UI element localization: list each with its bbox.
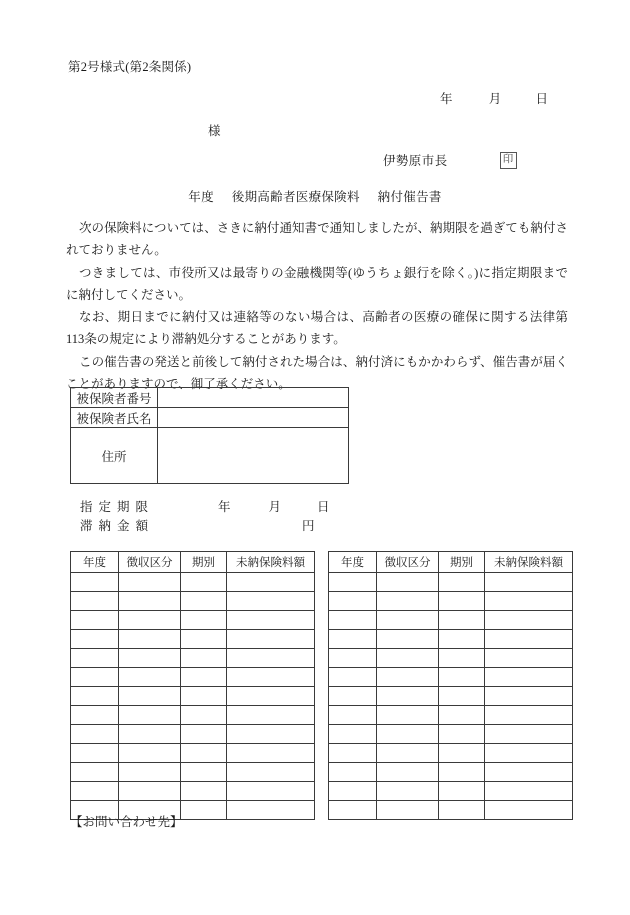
issuer-block: [383, 151, 517, 169]
table-row: [329, 725, 573, 744]
form-code: 第2号様式(第2条関係): [68, 60, 192, 74]
table-row: [71, 428, 349, 484]
issue-date-line: [440, 89, 548, 107]
cell-unpaid-amount[interactable]: [485, 725, 573, 744]
cell-fiscal-year[interactable]: [71, 687, 119, 706]
cell-unpaid-amount[interactable]: [227, 744, 315, 763]
cell-unpaid-amount[interactable]: [485, 573, 573, 592]
cell-installment[interactable]: [181, 763, 227, 782]
cell-collection-category[interactable]: [377, 725, 439, 744]
header-fiscal-year: 年度: [71, 552, 119, 573]
arrears-amount-label: 滞納金額: [80, 519, 155, 534]
table-row: [71, 611, 315, 630]
cell-installment[interactable]: [181, 630, 227, 649]
table-row: [329, 592, 573, 611]
cell-collection-category[interactable]: [119, 649, 181, 668]
cell-installment[interactable]: [439, 592, 485, 611]
header-unpaid-amount: 未納保険料額: [485, 552, 573, 573]
table-row: [71, 687, 315, 706]
cell-installment[interactable]: [181, 744, 227, 763]
cell-collection-category[interactable]: [377, 744, 439, 763]
deadline-amount-block: [80, 498, 330, 537]
cell-unpaid-amount[interactable]: [227, 573, 315, 592]
cell-installment[interactable]: [439, 611, 485, 630]
cell-fiscal-year[interactable]: [71, 630, 119, 649]
title-fiscal-year: 年度: [188, 190, 214, 204]
cell-collection-category[interactable]: [377, 763, 439, 782]
cell-fiscal-year[interactable]: [329, 763, 377, 782]
cell-unpaid-amount[interactable]: [227, 687, 315, 706]
header-unpaid-amount: 未納保険料額: [227, 552, 315, 573]
cell-collection-category[interactable]: [119, 668, 181, 687]
cell-unpaid-amount[interactable]: [227, 725, 315, 744]
cell-collection-category[interactable]: [119, 592, 181, 611]
cell-unpaid-amount[interactable]: [485, 630, 573, 649]
table-row: [71, 630, 315, 649]
contact-heading: 【お問い合わせ先】: [70, 815, 183, 829]
cell-installment[interactable]: [181, 573, 227, 592]
header-installment: 期別: [181, 552, 227, 573]
cell-unpaid-amount[interactable]: [485, 706, 573, 725]
seal-icon: 印: [500, 152, 517, 169]
cell-fiscal-year[interactable]: [329, 744, 377, 763]
cell-installment[interactable]: [439, 630, 485, 649]
premium-left-body: [71, 573, 315, 820]
cell-collection-category[interactable]: [377, 649, 439, 668]
table-row: [71, 388, 349, 408]
cell-fiscal-year[interactable]: [329, 668, 377, 687]
cell-installment[interactable]: [181, 706, 227, 725]
cell-unpaid-amount[interactable]: [227, 706, 315, 725]
cell-collection-category[interactable]: [377, 611, 439, 630]
table-row: [329, 573, 573, 592]
deadline-month-unit: 月: [268, 500, 282, 514]
cell-unpaid-amount[interactable]: [485, 668, 573, 687]
cell-collection-category[interactable]: [119, 706, 181, 725]
table-row: [329, 611, 573, 630]
table-row: [71, 725, 315, 744]
cell-unpaid-amount[interactable]: [485, 782, 573, 801]
cell-collection-category[interactable]: [377, 573, 439, 592]
cell-unpaid-amount[interactable]: [485, 687, 573, 706]
header-collection-category: 徴収区分: [377, 552, 439, 573]
cell-collection-category[interactable]: [119, 611, 181, 630]
cell-installment[interactable]: [439, 744, 485, 763]
cell-installment[interactable]: [181, 725, 227, 744]
designated-deadline-label: 指定期限: [80, 500, 155, 514]
cell-fiscal-year[interactable]: [329, 573, 377, 592]
table-row: [71, 668, 315, 687]
cell-collection-category[interactable]: [377, 630, 439, 649]
cell-installment[interactable]: [181, 649, 227, 668]
cell-unpaid-amount[interactable]: [227, 592, 315, 611]
cell-collection-category[interactable]: [119, 725, 181, 744]
cell-collection-category[interactable]: [377, 668, 439, 687]
cell-unpaid-amount[interactable]: [227, 649, 315, 668]
designated-deadline-row: [80, 498, 330, 517]
table-row: [71, 573, 315, 592]
cell-fiscal-year[interactable]: [329, 592, 377, 611]
cell-unpaid-amount[interactable]: [227, 763, 315, 782]
cell-installment[interactable]: [181, 782, 227, 801]
cell-collection-category[interactable]: [119, 782, 181, 801]
issuer-name: 伊勢原市長: [383, 154, 448, 168]
deadline-year-unit: 年: [218, 500, 231, 514]
body-paragraph-1: 次の保険料については、さきに納付通知書で通知しましたが、納期限を過ぎても納付されておりません。: [66, 221, 568, 258]
cell-collection-category[interactable]: [377, 782, 439, 801]
cell-collection-category[interactable]: [119, 744, 181, 763]
cell-unpaid-amount[interactable]: [227, 611, 315, 630]
cell-installment[interactable]: [439, 763, 485, 782]
cell-installment[interactable]: [439, 573, 485, 592]
cell-installment[interactable]: [439, 687, 485, 706]
table-row: [71, 782, 315, 801]
cell-installment[interactable]: [181, 668, 227, 687]
table-header-row: [329, 552, 573, 573]
table-row: [329, 706, 573, 725]
cell-collection-category[interactable]: [377, 801, 439, 820]
table-row: [329, 687, 573, 706]
cell-fiscal-year[interactable]: [71, 782, 119, 801]
insured-address-value[interactable]: [158, 428, 349, 484]
cell-fiscal-year[interactable]: [329, 801, 377, 820]
deadline-day-unit: 日: [317, 500, 330, 514]
cell-fiscal-year[interactable]: [329, 725, 377, 744]
cell-installment[interactable]: [181, 611, 227, 630]
page-title: [0, 187, 630, 205]
cell-installment[interactable]: [439, 649, 485, 668]
body-paragraph-2: つきましては、市役所又は最寄りの金融機関等(ゆうちょ銀行を除く。)に指定期限までに納付してください。: [66, 265, 568, 302]
cell-collection-category[interactable]: [377, 687, 439, 706]
table-row: [329, 630, 573, 649]
cell-installment[interactable]: [439, 725, 485, 744]
cell-fiscal-year[interactable]: [329, 649, 377, 668]
cell-fiscal-year[interactable]: [71, 611, 119, 630]
table-row: [71, 408, 349, 428]
cell-fiscal-year[interactable]: [329, 782, 377, 801]
cell-fiscal-year[interactable]: [71, 763, 119, 782]
premium-right-body: [329, 573, 573, 820]
arrears-currency-unit: 円: [302, 519, 315, 534]
cell-collection-category[interactable]: [377, 592, 439, 611]
cell-unpaid-amount[interactable]: [227, 782, 315, 801]
cell-unpaid-amount[interactable]: [227, 668, 315, 687]
cell-unpaid-amount[interactable]: [485, 744, 573, 763]
table-row: [71, 744, 315, 763]
cell-installment[interactable]: [181, 801, 227, 820]
table-row: [329, 763, 573, 782]
issue-date-month-unit: 月: [488, 92, 502, 106]
body-text: [66, 217, 568, 395]
cell-installment[interactable]: [181, 592, 227, 611]
cell-unpaid-amount[interactable]: [485, 611, 573, 630]
cell-fiscal-year[interactable]: [71, 592, 119, 611]
cell-fiscal-year[interactable]: [71, 573, 119, 592]
cell-collection-category[interactable]: [119, 630, 181, 649]
insured-address-label: 住所: [71, 428, 158, 484]
cell-fiscal-year[interactable]: [71, 668, 119, 687]
table-row: [329, 801, 573, 820]
body-paragraph-3: なお、期日までに納付又は連絡等のない場合は、高齢者の医療の確保に関する法律第113条の規定により滞納処分することがあります。: [66, 310, 568, 347]
premium-table-right: [328, 551, 573, 820]
cell-fiscal-year[interactable]: [71, 725, 119, 744]
cell-fiscal-year[interactable]: [329, 611, 377, 630]
cell-collection-category[interactable]: [119, 687, 181, 706]
cell-unpaid-amount[interactable]: [227, 801, 315, 820]
addressee-honorific: 様: [208, 124, 221, 138]
insured-number-value[interactable]: [158, 388, 349, 408]
table-header-row: [71, 552, 315, 573]
table-row: [71, 592, 315, 611]
cell-unpaid-amount[interactable]: [485, 649, 573, 668]
table-row: [71, 649, 315, 668]
cell-fiscal-year[interactable]: [71, 706, 119, 725]
title-doc-type: 納付催告書: [377, 190, 442, 204]
cell-fiscal-year[interactable]: [71, 649, 119, 668]
cell-unpaid-amount[interactable]: [485, 763, 573, 782]
header-fiscal-year: 年度: [329, 552, 377, 573]
cell-installment[interactable]: [439, 782, 485, 801]
title-subject: 後期高齢者医療保険料: [231, 190, 360, 204]
table-row: [329, 744, 573, 763]
cell-collection-category[interactable]: [377, 706, 439, 725]
insured-info-table: [70, 387, 349, 484]
arrears-amount-row: [80, 517, 330, 536]
header-installment: 期別: [439, 552, 485, 573]
insured-name-value[interactable]: [158, 408, 349, 428]
premium-table-left: [70, 551, 315, 820]
cell-collection-category[interactable]: [119, 763, 181, 782]
table-row: [329, 649, 573, 668]
cell-installment[interactable]: [439, 706, 485, 725]
cell-unpaid-amount[interactable]: [485, 801, 573, 820]
cell-fiscal-year[interactable]: [329, 630, 377, 649]
issue-date-year-unit: 年: [440, 92, 453, 106]
insured-name-label: 被保険者氏名: [71, 408, 158, 428]
insured-number-label: 被保険者番号: [71, 388, 158, 408]
table-row: [71, 763, 315, 782]
cell-collection-category[interactable]: [119, 573, 181, 592]
body-paragraph-4: この催告書の発送と前後して納付された場合は、納付済にもかかわらず、催告書が届くことがありますので、御了承ください。: [66, 354, 568, 391]
header-collection-category: 徴収区分: [119, 552, 181, 573]
table-row: [329, 668, 573, 687]
cell-fiscal-year[interactable]: [71, 744, 119, 763]
table-row: [71, 706, 315, 725]
cell-installment[interactable]: [439, 801, 485, 820]
table-row: [329, 782, 573, 801]
cell-fiscal-year[interactable]: [329, 706, 377, 725]
cell-unpaid-amount[interactable]: [227, 630, 315, 649]
issue-date-day-unit: 日: [535, 92, 549, 106]
cell-unpaid-amount[interactable]: [485, 592, 573, 611]
cell-installment[interactable]: [439, 668, 485, 687]
cell-fiscal-year[interactable]: [329, 687, 377, 706]
cell-installment[interactable]: [181, 687, 227, 706]
